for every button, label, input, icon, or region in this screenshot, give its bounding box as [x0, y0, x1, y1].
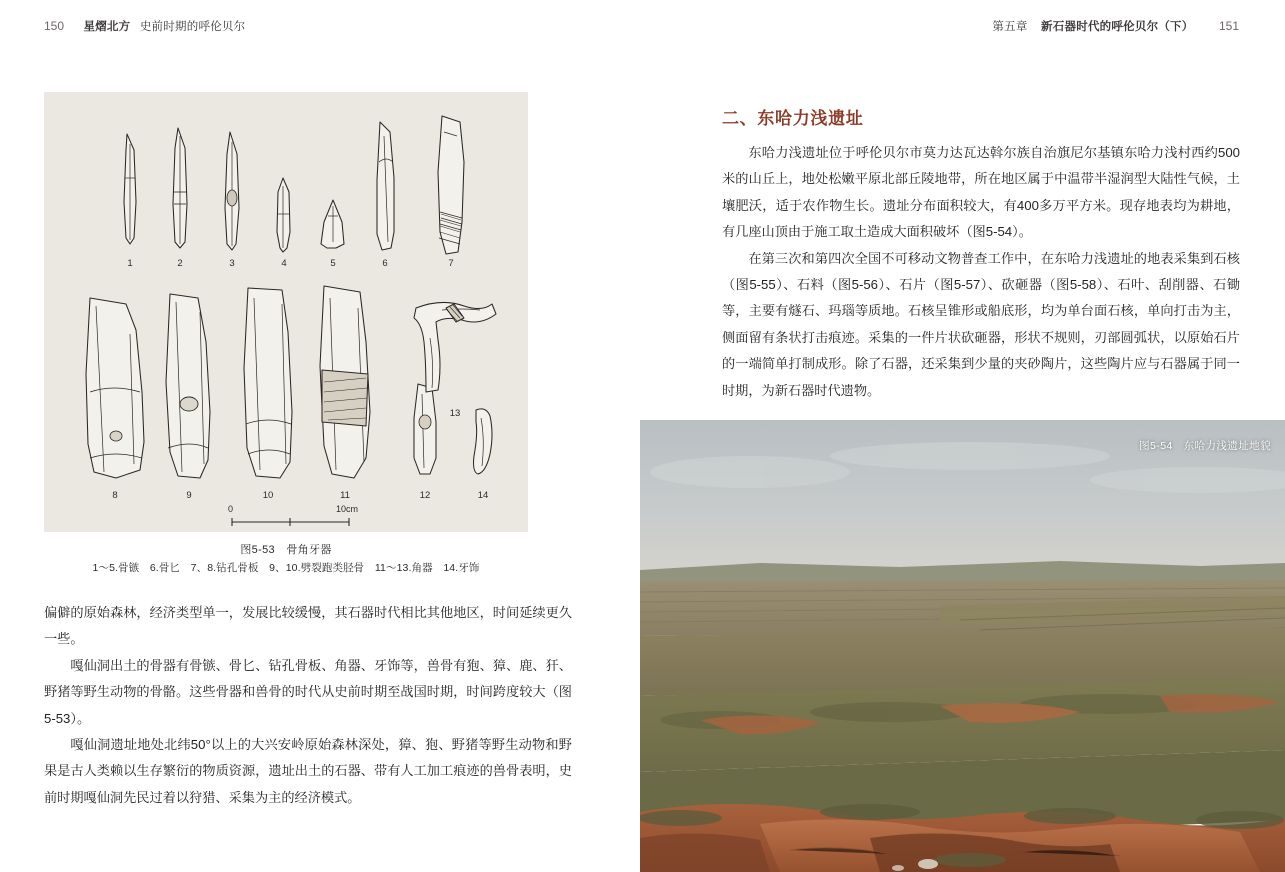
- svg-text:5: 5: [330, 258, 336, 269]
- page-number-right: 151: [1218, 19, 1239, 33]
- right-paragraph-1: 东哈力浅遗址位于呼伦贝尔市莫力达瓦达斡尔族自治旗尼尔基镇东哈力浅村西约500米的山丘上，地处松嫩平原北部丘陵地带，所在地区属于中温带半湿润型大陆性气候，土壤肥沃，适于农作物生长。遗址分布面积较大，有400多万平方米。现存地表均为耕地，有几座山顶由于施工取土造成大面积破坏（图5-54）。: [722, 145, 1240, 240]
- svg-text:14: 14: [477, 490, 489, 501]
- right-paragraph-2: 在第三次和第四次全国不可移动文物普查工作中，在东哈力浅遗址的地表采集到石核（图5-55）、石料（图5-56）、石片（图5-57）、砍砸器（图5-58）、石叶、刮削器、石锄等，主要有燧石、玛瑙等质地。石核呈锥形或船底形，均为单台面石核，单向打击为主，侧面留有条状打击痕迹。采集的一件片状砍砸器，形状不规则，刃部圆弧状，以原始石片的一端简单打制成形。除了石器，还采集到少量的夹砂陶片，这些陶片应与石器属于同一时期，为新石器时代遗物。: [722, 250, 1240, 398]
- left-paragraph-2: 嘎仙洞出土的骨器有骨镞、骨匕、钻孔骨板、角器、牙饰等，兽骨有狍、獐、鹿、犴、野猪等野生动物的骨骼。这些骨器和兽骨的时代从史前时期至战国时期，时间跨度较大（图5-53）。: [44, 657, 572, 726]
- svg-text:9: 9: [186, 490, 192, 501]
- section-heading: 二、东哈力浅遗址: [722, 109, 864, 128]
- svg-text:13: 13: [449, 408, 461, 419]
- page-number-left: 150: [44, 19, 65, 33]
- svg-text:11: 11: [340, 490, 350, 501]
- svg-text:8: 8: [112, 490, 118, 501]
- figure-53-caption-legend: 1～5.骨镞 6.骨匕 7、8.钻孔骨板 9、10.劈裂跑类胫骨 11～13.角器 14.牙饰: [92, 561, 480, 574]
- chapter-name: 新石器时代的呼伦贝尔（下）: [1041, 21, 1194, 33]
- svg-text:3: 3: [229, 258, 235, 269]
- svg-text:4: 4: [281, 258, 287, 269]
- figure-54-caption: 图5-54 东哈力浅遗址地貌: [1139, 440, 1271, 452]
- svg-text:7: 7: [448, 258, 454, 269]
- svg-text:10: 10: [262, 490, 274, 501]
- left-paragraph-1: 偏僻的原始森林，经济类型单一，发展比较缓慢，其石器时代相比其他地区，时间延续更久一些。: [44, 605, 572, 647]
- running-head-left: [44, 18, 245, 34]
- svg-text:2: 2: [177, 258, 183, 269]
- svg-text:12: 12: [419, 490, 431, 501]
- figure-53-caption: [44, 542, 528, 576]
- scale-label-max: 10cm: [336, 504, 359, 514]
- chapter-number: 第五章: [992, 21, 1028, 33]
- running-head-right: [992, 18, 1239, 34]
- svg-text:1: 1: [127, 258, 133, 269]
- right-column-body: [722, 140, 1240, 404]
- scale-label-zero: 0: [228, 504, 234, 514]
- figure-53-plate: [44, 92, 528, 532]
- svg-text:6: 6: [382, 258, 388, 269]
- book-title: 星熠北方: [83, 21, 131, 33]
- chapter-subtitle-left: 史前时期的呼伦贝尔: [139, 21, 246, 33]
- left-column-body: [44, 600, 572, 811]
- figure-54-photo: [640, 420, 1285, 872]
- left-paragraph-3: 嘎仙洞遗址地处北纬50°以上的大兴安岭原始森林深处，獐、狍、野猪等野生动物和野果是古人类赖以生存繁衍的物质资源，遗址出土的石器、带有人工加工痕迹的兽骨表明，史前时期嘎仙洞先民过着以狩猎、采集为主的经济模式。: [44, 737, 572, 805]
- figure-53-caption-title: 图5-53 骨角牙器: [240, 544, 332, 556]
